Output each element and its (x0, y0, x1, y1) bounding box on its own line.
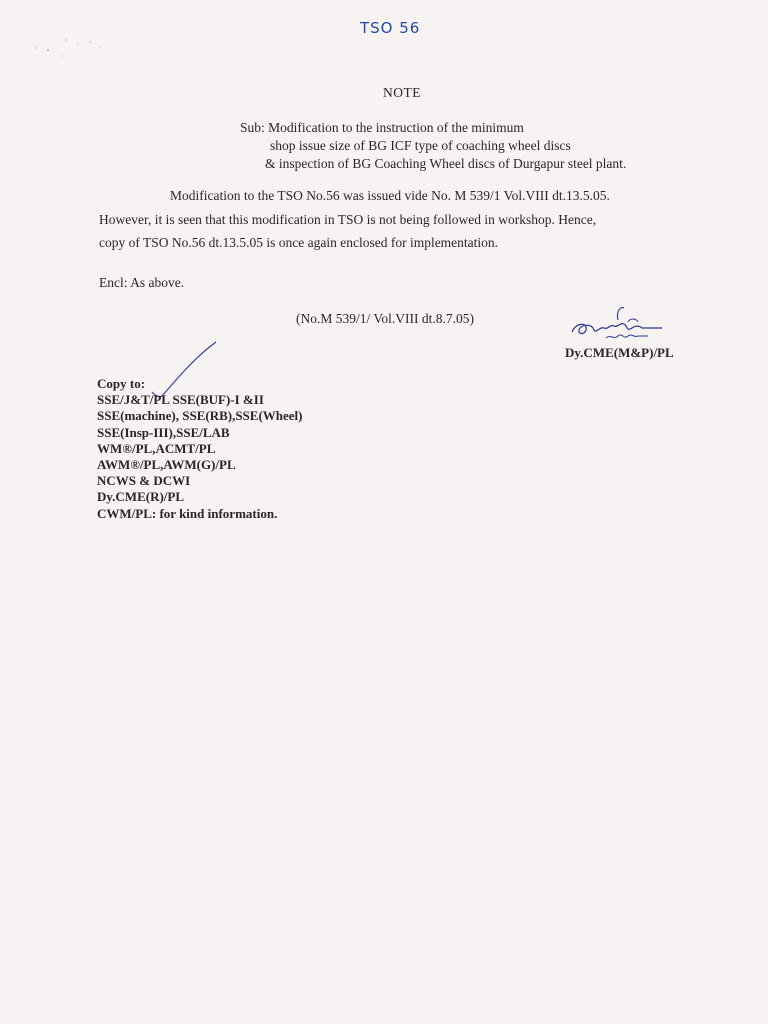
recipient-line: NCWS & DCWI (97, 473, 191, 489)
recipient-line: SSE(Insp-III),SSE/LAB (97, 424, 230, 440)
subject-line: shop issue size of BG ICF type of coaching wheel discs (270, 138, 571, 153)
recipient-line: WM®/PL,ACMT/PL (97, 440, 216, 456)
enclosure-note: Encl: As above. (99, 275, 185, 290)
subject-block (240, 119, 626, 173)
body-line: Modification to the TSO No.56 was issued vide No. M 539/1 Vol.VIII dt.13.5.05. (170, 188, 610, 203)
recipient-line: AWM®/PL,AWM(G)/PL (97, 457, 236, 473)
recipient-line: Dy.CME(R)/PL (97, 489, 185, 505)
body-line: copy of TSO No.56 dt.13.5.05 is once again enclosed for implementation. (99, 235, 499, 250)
handwritten-tso-title: TSO 56 (360, 19, 421, 37)
body-paragraph (99, 184, 699, 255)
copy-to-list (97, 376, 303, 522)
recipient-line: SSE(machine), SSE(RB),SSE(Wheel) (97, 408, 303, 424)
copy-to-heading: Copy to: (97, 376, 146, 391)
paper-specks (28, 30, 108, 80)
note-heading: NOTE (383, 85, 421, 100)
signatory-designation: Dy.CME(M&P)/PL (565, 345, 674, 360)
reference-number: (No.M 539/1/ Vol.VIII dt.8.7.05) (296, 311, 474, 326)
signature (566, 300, 686, 346)
subject-line: Sub: Modification to the instruction of the minimum (240, 120, 524, 135)
recipient-line: CWM/PL: for kind information. (97, 505, 278, 521)
subject-line: & inspection of BG Coaching Wheel discs of Durgapur steel plant. (265, 156, 627, 171)
recipient-line: SSE/J&T/PL SSE(BUF)-I &II (97, 392, 264, 408)
body-line: However, it is seen that this modification in TSO is not being followed in workshop. Hence, (99, 211, 597, 227)
